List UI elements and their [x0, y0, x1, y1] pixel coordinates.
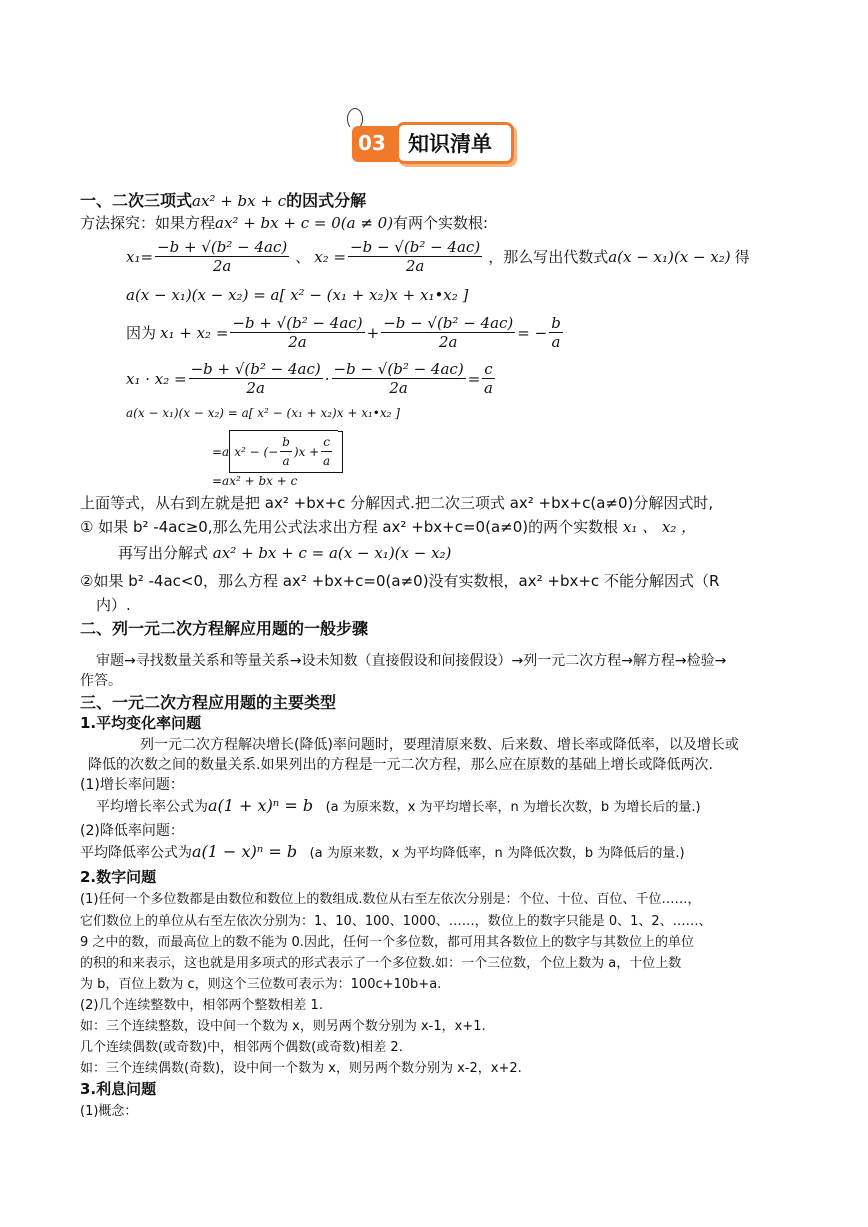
dec-pre: 平均降低率公式为 — [80, 845, 192, 861]
prod-dot: · — [324, 369, 330, 388]
case1b-pre: 再写出分解式 — [118, 544, 209, 562]
prod-result — [482, 360, 494, 397]
expand-line-1: a(x − x₁)(x − x₂) = a[ x² − (x₁ + x₂)x + x₁•x₂ ] — [126, 286, 469, 304]
expand-line-4: =ax² + bx + c — [212, 474, 298, 488]
summary-line: 上面等式，从右到左就是把 ax² +bx+c 分解因式.把二次三项式 ax² +bx+c(a≠0)分解因式时, — [80, 494, 714, 512]
section3-heading: 三、一元二次方程应用题的主要类型 — [80, 693, 337, 712]
section2-line1: 审题→寻找数量关系和等量关系→设未知数（直接假设和间接假设）→列一元二次方程→解方程→检验→ — [96, 653, 727, 669]
section1-heading — [80, 188, 366, 211]
inc-pre: 平均增长率公式为 — [96, 799, 208, 815]
prod-result-den: a — [483, 379, 493, 397]
sum-plus: + — [366, 323, 380, 342]
sum-frac-1-den: 2a — [288, 333, 307, 351]
dec-note: (a 为原来数，x 为平均降低率，n 为降低次数，b 为降低后的量.) — [309, 846, 685, 861]
p1b: 降低的次数之间的数量关系.如果列出的方程是一元二次方程，那么应在原数的基础上增长或降低两次. — [88, 757, 713, 773]
case2b-line: 内）. — [96, 596, 131, 614]
number-p8: 几个连续偶数(或奇数)中，相邻两个偶数(或奇数)相差 2. — [80, 1040, 403, 1055]
prod-frac-2-num: −b − √(b² − 4ac) — [333, 360, 464, 378]
expand3-b-den: a — [282, 454, 290, 468]
prod-frac-1-den: 2a — [246, 379, 265, 397]
sum-line — [126, 314, 565, 351]
sum-frac-2-num: −b − √(b² − 4ac) — [383, 314, 514, 332]
case1-line — [80, 516, 696, 537]
expand3-a: x² − (− — [234, 444, 279, 459]
sum-frac-1-num: −b + √(b² − 4ac) — [232, 314, 363, 332]
roots-line-end: 得 — [734, 248, 750, 266]
number-p5: 为 b，百位上数为 c，则这个三位数可表示为：100c+10b+a. — [80, 977, 442, 992]
root1-fraction — [155, 238, 289, 275]
badge-title: 知识清单 — [408, 132, 492, 156]
prod-frac-1-num: −b + √(b² − 4ac) — [190, 360, 321, 378]
prod-eq: = — [467, 369, 481, 388]
expand3-pre: =a — [212, 444, 230, 459]
expand3-c-num: c — [321, 433, 332, 452]
case2-line — [80, 570, 719, 591]
increase-formula-line — [96, 796, 701, 816]
roots-line — [126, 238, 750, 275]
number-p9: 如：三个连续偶数(奇数)，设中间一个数为 x，则另两个数分别为 x-2，x+2. — [80, 1061, 522, 1076]
sum-frac-2 — [381, 314, 515, 351]
expand-line-2: a(x − x₁)(x − x₂) = a[ x² − (x₁ + x₂)x + x₁•x₂ ] — [126, 406, 400, 420]
subsection2-heading: 2.数字问题 — [80, 868, 157, 886]
sum-result-num: b — [551, 314, 561, 332]
expand3-bracket — [229, 430, 338, 473]
section2-heading: 二、列一元二次方程解应用题的一般步骤 — [80, 619, 369, 638]
sum-lhs: x₁ + x₂ = — [160, 323, 229, 342]
case1b-expr: ax² + bx + c = a(x − x₁)(x − x₂) — [212, 544, 452, 562]
sum-frac-2-den: 2a — [438, 333, 458, 351]
section2-line2: 作答。 — [80, 673, 122, 689]
root2-numerator: −b − √(b² − 4ac) — [350, 238, 481, 256]
expand3-c-den: a — [323, 454, 331, 468]
expand3-b-num: b — [280, 433, 292, 452]
prod-result-num: c — [484, 360, 493, 378]
case1b-line — [118, 542, 451, 563]
inc-expr: a(1 + x)ⁿ = b — [208, 796, 314, 815]
case1-mark: ① — [80, 518, 94, 536]
prod-frac-1 — [189, 360, 323, 397]
roots-line-expr: a(x − x₁)(x − x₂) — [608, 247, 731, 266]
number-p4: 的积的和来表示，这也就是用多项式的形式表示了一个多位数.如：一个三位数，个位上数为 a，十位上数 — [80, 956, 682, 971]
x1-label: x₁= — [126, 247, 154, 266]
intro-pre: 方法探究：如果方程 — [80, 214, 216, 232]
inc-note: (a 为原来数，x 为平均增长率，n 为增长次数，b 为增长后的量.) — [325, 800, 701, 815]
product-line — [126, 360, 497, 397]
number-p3: 9 之中的数，而最高位上的数不能为 0.因此，任何一个多位数，都可用其各数位上的数字与其数位上的单位 — [80, 935, 694, 950]
number-p2: 它们数位上的单位从右至左依次分别为：1、10、100、1000、……，数位上的数字只能是 0、1、2、……、 — [80, 914, 712, 929]
prod-frac-2 — [332, 360, 466, 397]
expand3-bracket-close — [338, 431, 343, 473]
sum-result-den: a — [551, 333, 561, 351]
p1a: 列一元二次方程解决增长(降低)率问题时，要理清原来数、后来数、增长率或降低率，以及增长或 — [140, 737, 739, 753]
number-p1: (1)任何一个多位数都是由数位和数位上的数组成.数位从右至左依次分别是：个位、十位、百位、千位……， — [80, 892, 701, 907]
decrease-label: (2)降低率问题： — [80, 823, 184, 839]
prod-frac-2-den: 2a — [389, 379, 408, 397]
intro-expr: ax² + bx + c = 0(a ≠ 0) — [215, 214, 394, 232]
case2-mark: ② — [80, 572, 94, 590]
root2-fraction — [348, 238, 482, 275]
root1-denominator: 2a — [212, 257, 232, 275]
roots-separator: 、 — [295, 248, 311, 266]
case1-text: 如果 b² -4ac≥0,那么先用公式法求出方程 ax² +bx+c=0(a≠0)的两个实数根 — [98, 518, 619, 536]
sum-result — [549, 314, 563, 351]
x2-label: x₂ = — [314, 247, 347, 266]
subsection1-heading: 1.平均变化率问题 — [80, 714, 202, 732]
method-intro — [80, 212, 488, 233]
root2-denominator: 2a — [405, 257, 425, 275]
sum-frac-1 — [230, 314, 364, 351]
prod-lhs: x₁ · x₂ = — [126, 369, 187, 388]
case1-roots: x₁ 、 x₂ ， — [622, 518, 697, 536]
decrease-formula-line — [80, 842, 685, 862]
expand3-frac-c — [321, 433, 332, 470]
section1-heading-pre: 一、二次三项式 — [80, 191, 193, 210]
section1-heading-post: 的因式分解 — [286, 191, 367, 210]
sum-rhs: = − — [517, 323, 548, 342]
increase-label: (1)增长率问题： — [80, 777, 184, 793]
dec-expr: a(1 − x)ⁿ = b — [192, 842, 298, 861]
number-p6: (2)几个连续整数中，相邻两个整数相差 1. — [80, 998, 323, 1013]
section1-heading-expr: ax² + bx + c — [192, 192, 287, 210]
subsection3-heading: 3.利息问题 — [80, 1080, 157, 1098]
expand-line-3 — [212, 430, 343, 473]
because-label: 因为 — [126, 324, 157, 342]
interest-concept-label: (1)概念： — [80, 1104, 138, 1119]
number-p7: 如：三个连续整数，设中间一个数为 x，则另两个数分别为 x-1，x+1. — [80, 1019, 486, 1034]
expand3-b: )x + — [293, 444, 320, 459]
intro-post: 有两个实数根: — [393, 214, 489, 232]
section-badge — [352, 122, 518, 166]
roots-line-post: ，那么写出代数式 — [488, 248, 609, 266]
badge-number: 03 — [358, 131, 386, 155]
case2-text: 如果 b² -4ac<0，那么方程 ax² +bx+c=0(a≠0)没有实数根，ax² +bx+c 不能分解因式（R — [93, 572, 720, 590]
expand3-frac-b — [280, 433, 292, 470]
root1-numerator: −b + √(b² − 4ac) — [157, 238, 288, 256]
